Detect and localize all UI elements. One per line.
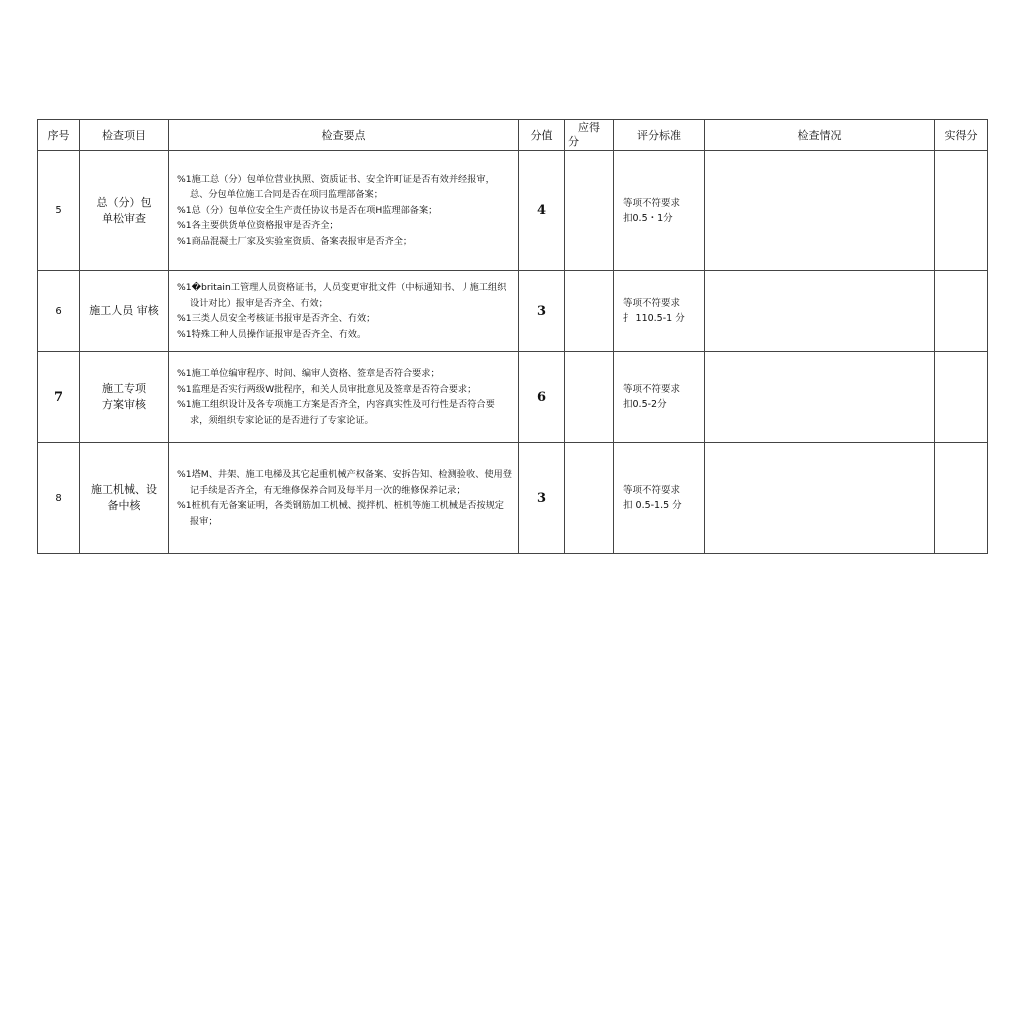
row-points — [169, 443, 519, 554]
header-seq: 序号 — [38, 120, 80, 151]
row-points — [169, 151, 519, 271]
check-point: %1特殊工种人员操作证报审是否齐全、冇效。 — [177, 328, 367, 340]
row-standard — [614, 271, 705, 352]
row-seq: 7 — [38, 352, 80, 443]
row-situation[interactable] — [705, 352, 935, 443]
check-point: %1塔M、井架、施工电梯及其它起重机械产权备案、安拆告知、检测验收、使用登记手续是否齐全，有无维修保养合同及每半月一次的维修保养记录； — [177, 469, 512, 496]
row-score: 3 — [519, 271, 565, 352]
table-row — [38, 271, 988, 352]
inspection-table-container — [37, 119, 987, 554]
row-standard-line: 扌 110.5-1 分 — [623, 313, 685, 324]
row-actual-score[interactable] — [935, 271, 988, 352]
row-item-line: 单松审查 — [102, 211, 146, 225]
row-standard-line: 等项不符耍求 — [623, 485, 681, 496]
table-row — [38, 443, 988, 554]
row-score: 4 — [519, 151, 565, 271]
row-item — [80, 352, 169, 443]
check-point: %1商品混凝土厂家及实验室资质、备案表报审是否齐全； — [177, 235, 413, 247]
row-seq: 8 — [38, 443, 80, 554]
check-point: %1三类人员安全考核证书报审是否齐全、冇效； — [177, 313, 376, 324]
row-points — [169, 271, 519, 352]
row-situation[interactable] — [705, 271, 935, 352]
table-row — [38, 352, 988, 443]
row-item-line: 备中核 — [107, 499, 141, 512]
row-item-line: 施工人员 审核 — [89, 304, 159, 317]
row-item — [80, 443, 169, 554]
check-point: %1桩机有无备案证明，各类钢筋加工机械、搅拌机、桩机等施工机械是否按规定报审； — [177, 500, 504, 527]
row-should-score[interactable] — [565, 151, 614, 271]
row-should-score[interactable] — [565, 271, 614, 352]
table-row — [38, 151, 988, 271]
row-actual-score[interactable] — [935, 151, 988, 271]
row-situation[interactable] — [705, 151, 935, 271]
header-score: 分值 — [519, 120, 565, 151]
row-standard — [614, 352, 705, 443]
header-row — [38, 120, 988, 151]
row-points — [169, 352, 519, 443]
row-standard-line: 等项不符要求 — [623, 384, 681, 395]
row-seq: 5 — [38, 151, 80, 271]
check-point: %1总（分）包单位安全生产责任协议书是否在项H监理部备案； — [177, 204, 438, 216]
header-actual: 实得分 — [935, 120, 988, 151]
header-standard: 评分标准 — [614, 120, 705, 151]
row-item — [80, 271, 169, 352]
row-standard-line: 扣0.5・1分 — [623, 212, 673, 224]
check-point: %1�britain工管理人员资格证书，人员变更审批文件（中标通知书、丿施工组织设计对比）报审是否齐全、冇效； — [177, 282, 507, 309]
row-standard — [614, 151, 705, 271]
check-point: %1各主要供货单位资格报审是否齐全； — [177, 220, 339, 232]
header-should-line1: 应得 — [578, 121, 600, 134]
check-point: %1施工总（分）包单位营业执照、资质证书、安全许町证是否有效并经报审，总、分包单位施工合同是否在项冃监理部备案； — [177, 173, 495, 201]
header-points: 检查要点 — [169, 120, 519, 151]
check-point: %1施工组织设计及各专项施工方案是否齐全，内容真实性及可行性是否符合要求，须组织专家论证的是否进行了专家论证。 — [177, 399, 495, 426]
row-standard — [614, 443, 705, 554]
row-actual-score[interactable] — [935, 352, 988, 443]
row-item-line: 施工机械、设 — [91, 483, 157, 496]
header-item: 检查项目 — [80, 120, 169, 151]
row-standard-line: 扣 0.5-1.5 分 — [623, 500, 682, 511]
header-should-score — [565, 120, 614, 151]
row-situation[interactable] — [705, 443, 935, 554]
row-item-line: 总（分）包 — [96, 195, 152, 209]
row-actual-score[interactable] — [935, 443, 988, 554]
row-should-score[interactable] — [565, 443, 614, 554]
header-situation: 检查情况 — [705, 120, 935, 151]
row-standard-line: 等项不符要求 — [623, 298, 681, 309]
check-point: %1施工单位编审程序、时间、编审人资格、签章是否符合要求； — [177, 368, 440, 379]
inspection-table — [37, 119, 988, 554]
row-seq: 6 — [38, 271, 80, 352]
row-standard-line: 等项不符要求 — [623, 197, 681, 209]
row-should-score[interactable] — [565, 352, 614, 443]
check-point: %1监理是否实行两级W批程序，和关人员审批意见及签章是否符合要求； — [177, 383, 477, 395]
row-standard-line: 扣0.5-2分 — [623, 399, 667, 410]
row-score: 3 — [519, 443, 565, 554]
row-item-line: 方案审核 — [102, 398, 146, 411]
row-item-line: 施工专项 — [102, 382, 146, 395]
row-item — [80, 151, 169, 271]
row-score: 6 — [519, 352, 565, 443]
header-should-line2: 分 — [568, 135, 579, 148]
